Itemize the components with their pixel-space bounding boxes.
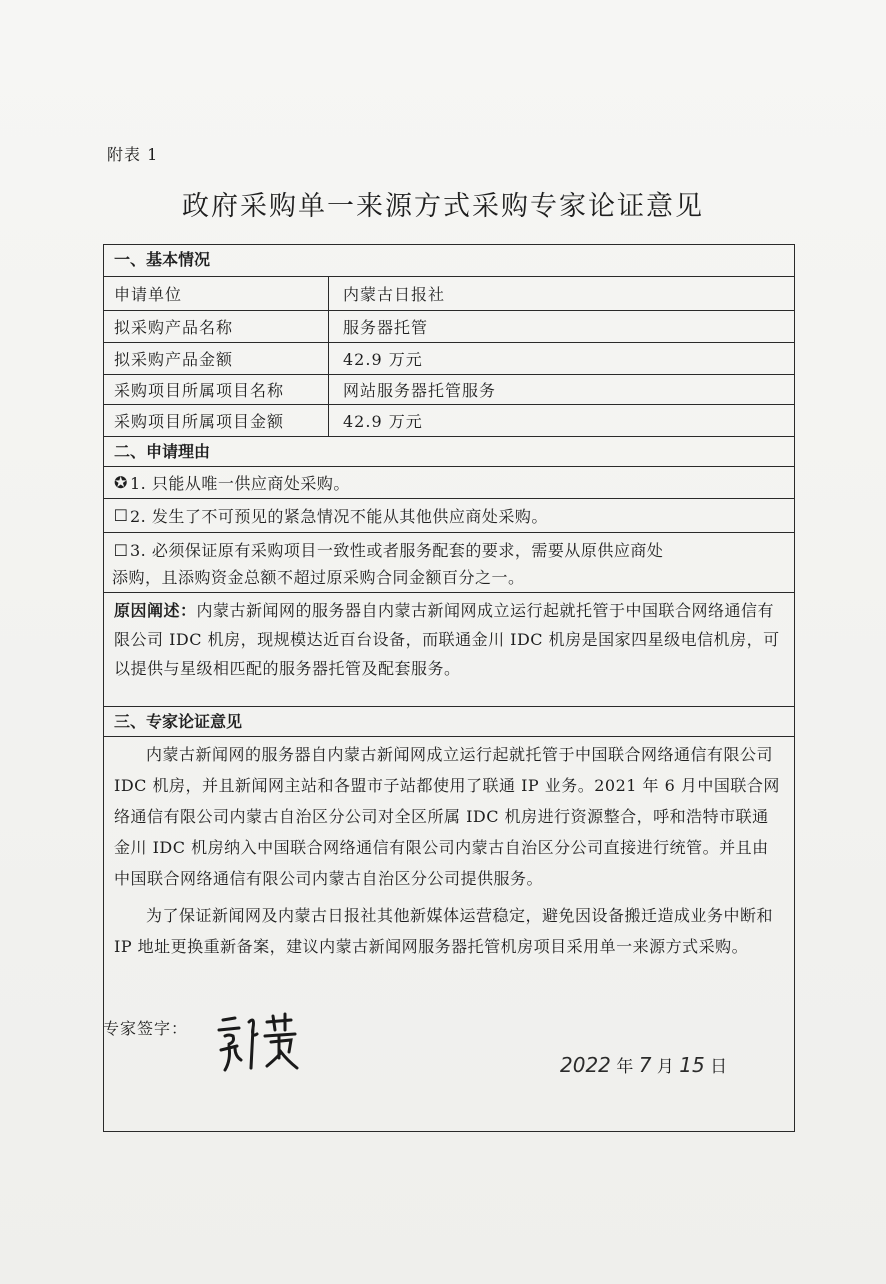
date-year: 2022 (560, 1053, 611, 1077)
row-label: 申请单位 (104, 277, 329, 310)
date-year-unit: 年 (616, 1057, 634, 1077)
row-label: 采购项目所属项目名称 (104, 375, 329, 404)
option-text: 2. 发生了不可预见的紧急情况不能从其他供应商处采购。 (130, 507, 548, 526)
checkbox-icon[interactable]: ☐ (113, 506, 129, 525)
opinion-paragraph-2: 为了保证新闻网及内蒙古日报社其他新媒体运营稳定，避免因设备搬迁造成业务中断和 IP 地址更换重新备案，建议内蒙古新闻网服务器托管机房项目采用单一来源方式采购。 (114, 906, 774, 956)
date-day: 15 (679, 1053, 705, 1077)
signature-date (560, 1052, 727, 1077)
date-day-unit: 日 (710, 1057, 728, 1077)
checkbox-icon[interactable]: ☐ (113, 541, 129, 560)
section-opinion-heading: 三、专家论证意见 (104, 707, 794, 737)
page-title: 政府采购单一来源方式采购专家论证意见 (182, 191, 704, 222)
row-value: 服务器托管 (343, 318, 429, 337)
option-row-2 (104, 499, 794, 533)
handwritten-signature (205, 1008, 315, 1078)
selected-circle-icon[interactable]: ✪ (114, 473, 128, 492)
table-row (104, 277, 794, 311)
opinion-paragraph-1: 内蒙古新闻网的服务器自内蒙古新闻网成立运行起就托管于中国联合网络通信有限公司 IDC 机房，并且新闻网主站和各盟市子站都使用了联通 IP 业务。2021 年 6 月中国联合网络通信有限公司内蒙古自治区分公司对全区所属 IDC 机房进行资源整合，呼和浩特市联通金川 IDC 机房纳入中国联合网络通信有限公司内蒙古自治区分公司直接进行统管。并且由中国联合网络通信有限公司内蒙古自治区分公司提供服务。 (114, 745, 780, 888)
table-row (104, 405, 794, 437)
option-text-continued: 添购，且添购资金总额不超过原采购合同金额百分之一。 (112, 568, 525, 587)
row-label: 拟采购产品金额 (104, 343, 329, 374)
date-month-unit: 月 (656, 1057, 674, 1077)
section-basic-heading: 一、基本情况 (104, 245, 794, 277)
row-value: 网站服务器托管服务 (343, 381, 497, 400)
reason-label: 原因阐述： (114, 601, 197, 620)
table-row (104, 343, 794, 375)
row-value: 42.9 万元 (343, 412, 423, 431)
option-text: 3. 必须保证原有采购项目一致性或者服务配套的要求，需要从原供应商处 (130, 541, 664, 560)
row-label: 拟采购产品名称 (104, 311, 329, 342)
option-row-1 (104, 467, 794, 499)
option-text: 1. 只能从唯一供应商处采购。 (130, 474, 350, 493)
form-table (103, 244, 795, 1132)
option-row-3 (104, 533, 794, 593)
signature-label: 专家签字： (103, 1019, 189, 1038)
appendix-label: 附表 1 (107, 145, 159, 164)
reason-block (104, 593, 794, 707)
section-reason-heading: 二、申请理由 (104, 437, 794, 467)
row-label: 采购项目所属项目金额 (104, 405, 329, 436)
row-value: 内蒙古日报社 (343, 285, 446, 304)
reason-text: 内蒙古新闻网的服务器自内蒙古新闻网成立运行起就托管于中国联合网络通信有限公司 IDC 机房，现规模达近百台设备，而联通金川 IDC 机房是国家四星级电信机房，可以提供与星级相匹配的服务器托管及配套服务。 (114, 601, 780, 678)
table-row (104, 375, 794, 405)
row-value: 42.9 万元 (343, 350, 423, 369)
date-month: 7 (638, 1053, 652, 1077)
table-row (104, 311, 794, 343)
